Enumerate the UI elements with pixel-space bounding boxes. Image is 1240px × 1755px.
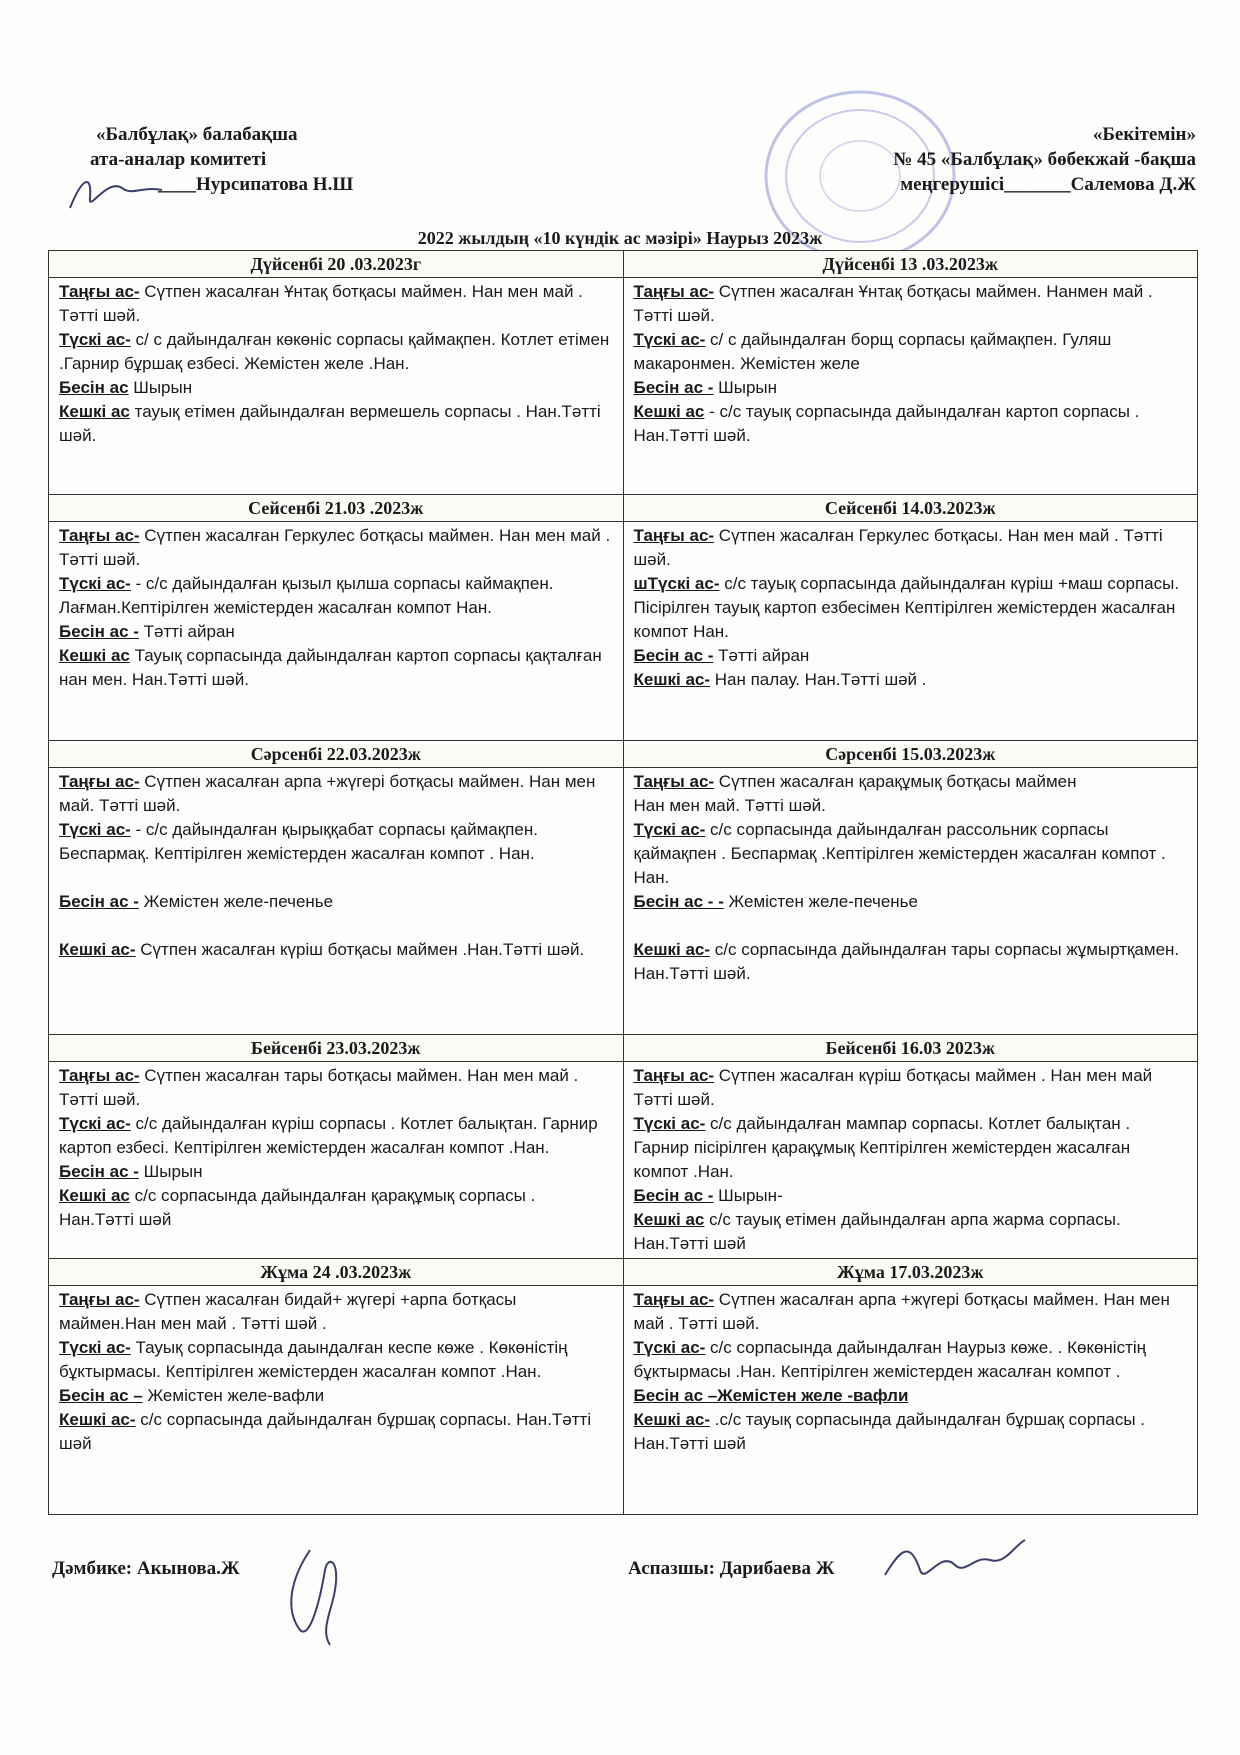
meal-entry xyxy=(59,1064,613,1112)
meal-text: с/с сорпасында дайындалған рассольник сорпасы қаймақпен . Беспармақ .Кептірілген жемістерден жасалған компот . Нан. xyxy=(633,820,1166,887)
meal-label: Кешкі ас- xyxy=(633,1410,711,1429)
meal-label: Бесін ас –Жемістен желе -вафли xyxy=(633,1386,909,1405)
meal-text: Сүтпен жасалған бидай+ жүгері +арпа ботқасы маймен.Нан мен май . Тәтті шәй . xyxy=(59,1290,517,1333)
meal-label: шТүскі ас- xyxy=(633,574,720,593)
meal-entry xyxy=(59,914,613,938)
day-menu-cell xyxy=(623,1062,1198,1259)
day-header: Сейсенбі 14.03.2023ж xyxy=(623,495,1198,522)
meal-text: Тауық сорпасында даындалған кеспе көже . Көкөністің бұктырмасы. Кептірілген жемістерден жасалған компот .Нан. xyxy=(59,1338,568,1381)
meal-label: Кешкі ас xyxy=(59,402,130,421)
meal-entry xyxy=(634,818,1188,890)
meal-entry xyxy=(59,770,613,818)
meal-text: - с/с дайындалған қырыққабат сорпасы қаймақпен. Беспармақ. Кептірілген жемістерден жасалған компот . Нан. xyxy=(59,820,538,863)
meal-entry xyxy=(59,818,613,866)
meal-entry xyxy=(59,620,613,644)
meal-text: Жемістен желе-печенье xyxy=(138,892,334,911)
meal-label: Таңғы ас- xyxy=(59,772,140,791)
meal-entry xyxy=(634,1336,1188,1384)
day-header: Сәрсенбі 22.03.2023ж xyxy=(49,741,624,768)
meal-text: Сүтпен жасалған қарақұмық ботқасы маймен xyxy=(714,772,1077,791)
day-header-row xyxy=(49,1259,1198,1286)
meal-label: Түскі ас- xyxy=(59,330,131,349)
meal-text: Сүтпен жасалған күріш ботқасы маймен . Нан мен май Тәтті шәй. xyxy=(633,1066,1153,1109)
meal-text: Шырын xyxy=(138,1162,203,1181)
day-menu-cell xyxy=(49,278,624,495)
meal-text: тауық етімен дайындалған вермешель сорпасы . Нан.Тәтті шәй. xyxy=(59,402,601,445)
meal-entry xyxy=(59,376,613,400)
meal-entry xyxy=(634,280,1188,328)
meal-entry xyxy=(634,572,1188,644)
meal-label: Бесін ас - xyxy=(633,646,714,665)
day-menu-row xyxy=(49,522,1198,741)
meal-label: Бесін ас - - xyxy=(633,892,724,911)
day-menu-row xyxy=(49,278,1198,495)
meal-entry xyxy=(634,1408,1188,1456)
meal-entry xyxy=(59,1160,613,1184)
meal-text: с/с сорпасында дайындалған Наурыз көже. . Көкөністің бұктырмасы .Нан. Кептірілген жемістерден жасалған компот . xyxy=(633,1338,1147,1381)
meal-text: Нан палау. Нан.Тәтті шәй . xyxy=(710,670,927,689)
meal-entry xyxy=(634,644,1188,668)
meal-text: Жемістен желе-печенье xyxy=(723,892,918,911)
meal-text: Шырын- xyxy=(713,1186,783,1205)
meal-entry xyxy=(634,794,1188,818)
meal-entry xyxy=(634,770,1188,794)
meal-entry xyxy=(59,890,613,914)
day-menu-cell xyxy=(49,522,624,741)
meal-label: Түскі ас- xyxy=(633,1114,706,1133)
meal-text: Нан мен май. Тәтті шәй. xyxy=(633,796,826,815)
meal-entry xyxy=(59,866,613,890)
meal-label: Кешкі ас- xyxy=(633,940,711,959)
meal-label: Таңғы ас- xyxy=(59,526,140,545)
meal-entry xyxy=(59,1288,613,1336)
meal-text: - с/с дайындалған қызыл қылша сорпасы каймақпен. Лағман.Кептірілген жемістерден жасалған компот Нан. xyxy=(59,574,554,617)
meal-label: Таңғы ас- xyxy=(59,282,140,301)
day-header: Жұма 17.03.2023ж xyxy=(623,1259,1198,1286)
menu-table xyxy=(48,250,1198,1515)
meal-entry xyxy=(59,280,613,328)
meal-text: Сүтпен жасалған тары ботқасы маймен. Нан мен май . Тәтті шәй. xyxy=(59,1066,579,1109)
meal-label: Бесін ас - xyxy=(59,1162,139,1181)
kindergarten-name: «Балбұлақ» балабақша xyxy=(96,124,298,145)
meal-entry xyxy=(634,1208,1188,1256)
meal-label: Түскі ас- xyxy=(59,1114,131,1133)
meal-text: с/с сорпасында дайындалған қарақұмық сорпасы . Нан.Тәтті шәй xyxy=(59,1186,536,1229)
meal-text: с/с тауық етімен дайындалған арпа жарма сорпасы. Нан.Тәтті шәй xyxy=(633,1210,1121,1253)
day-header: Сейсенбі 21.03 .2023ж xyxy=(49,495,624,522)
day-menu-cell xyxy=(623,522,1198,741)
meal-label: Кешкі ас xyxy=(59,1186,130,1205)
meal-entry xyxy=(634,400,1188,448)
meal-text: .с/с тауық сорпасында дайындалған бұршақ сорпасы . Нан.Тәтті шәй xyxy=(633,1410,1146,1453)
meal-text: Сүтпен жасалған арпа +жүгері ботқасы маймен. Нан мен май. Тәтті шәй. xyxy=(59,772,596,815)
meal-text: Сүтпен жасалған Ұнтақ ботқасы маймен. Нан мен май . Тәтті шәй. xyxy=(59,282,583,325)
meal-entry xyxy=(634,1064,1188,1112)
meal-entry xyxy=(59,644,613,692)
day-menu-cell xyxy=(623,278,1198,495)
meal-text: с/с сорпасында дайындалған тары сорпасы жұмыртқамен. Нан.Тәтті шәй. xyxy=(633,940,1180,983)
meal-entry xyxy=(634,328,1188,376)
parents-committee-label: ата-аналар комитеті xyxy=(90,149,267,170)
cook-label: Аспазшы: Дарибаева Ж xyxy=(628,1558,835,1579)
meal-label: Таңғы ас- xyxy=(633,772,715,791)
day-menu-row xyxy=(49,1286,1198,1515)
meal-entry xyxy=(59,400,613,448)
meal-text: Шырын xyxy=(128,378,193,397)
meal-entry xyxy=(634,890,1188,914)
header-right-approval xyxy=(893,122,1196,197)
meal-entry xyxy=(59,1112,613,1160)
day-header-row xyxy=(49,495,1198,522)
meal-text: Сүтпен жасалған Геркулес ботқасы маймен. Нан мен май . Тәтті шәй. xyxy=(59,526,611,569)
meal-label: Таңғы ас- xyxy=(633,526,715,545)
meal-label: Түскі ас- xyxy=(59,820,131,839)
meal-entry xyxy=(634,1184,1188,1208)
meal-label: Таңғы ас- xyxy=(59,1066,140,1085)
day-menu-cell xyxy=(623,1286,1198,1515)
meal-text: Сүтпен жасалған Ұнтақ ботқасы маймен. Нанмен май . Тәтті шәй. xyxy=(633,282,1153,325)
day-header: Жұма 24 .03.2023ж xyxy=(49,1259,624,1286)
meal-entry xyxy=(59,524,613,572)
head-signature-line: меңгерушісі_______Салемова Д.Ж xyxy=(900,174,1196,195)
meal-label: Таңғы ас- xyxy=(633,282,715,301)
meal-label: Түскі ас- xyxy=(633,330,706,349)
meal-label: Таңғы ас- xyxy=(633,1290,715,1309)
day-menu-cell xyxy=(49,768,624,1035)
meal-text: - с/с тауық сорпасында дайындалған картоп сорпасы . Нан.Тәтті шәй. xyxy=(633,402,1140,445)
meal-text: Тауық сорпасында дайындалған картоп сорпасы қақталған нан мен. Нан.Тәтті шәй. xyxy=(59,646,602,689)
meal-text: Тәтті айран xyxy=(138,622,235,641)
meal-entry xyxy=(59,938,613,962)
meal-text: Шырын xyxy=(713,378,778,397)
meal-entry xyxy=(59,1384,613,1408)
nurse-label: Дәмбике: Акынова.Ж xyxy=(52,1558,240,1579)
meal-entry xyxy=(59,1408,613,1456)
meal-entry xyxy=(634,1288,1188,1336)
meal-label: Бесін ас - xyxy=(633,378,714,397)
approval-label: «Бекітемін» xyxy=(1092,124,1196,145)
meal-label: Түскі ас- xyxy=(633,820,706,839)
meal-label: Бесін ас - xyxy=(59,892,139,911)
meal-label: Кешкі ас xyxy=(633,1210,705,1229)
cook-signature-icon xyxy=(880,1530,1030,1590)
meal-entry xyxy=(59,1184,613,1232)
meal-text: Сүтпен жасалған арпа +жүгері ботқасы маймен. Нан мен май . Тәтті шәй. xyxy=(633,1290,1170,1333)
meal-entry xyxy=(59,1336,613,1384)
meal-text: с/с дайындалған күріш сорпасы . Котлет балықтан. Гарнир картоп езбесі. Кептірілген жемістерден жасалған компот .Нан. xyxy=(59,1114,598,1157)
day-menu-row xyxy=(49,768,1198,1035)
meal-label: Кешкі ас- xyxy=(59,1410,136,1429)
nurse-signature-icon xyxy=(280,1540,370,1650)
day-header: Дүйсенбі 20 .03.2023г xyxy=(49,251,624,278)
meal-text: с/с дайындалған мампар сорпасы. Котлет балықтан . Гарнир пісірілген қарақұмық Кептірілген жемістерден жасалған компот .Нан. xyxy=(633,1114,1131,1181)
meal-entry xyxy=(634,376,1188,400)
day-header: Бейсенбі 16.03 2023ж xyxy=(623,1035,1198,1062)
day-menu-cell xyxy=(49,1286,624,1515)
meal-entry xyxy=(634,668,1188,692)
day-menu-row xyxy=(49,1062,1198,1259)
meal-label: Бесін ас xyxy=(59,378,129,397)
meal-entry xyxy=(634,914,1188,938)
meal-label: Бесін ас - xyxy=(59,622,139,641)
meal-text: с/с сорпасында дайындалған бұршақ сорпасы. Нан.Тәтті шәй xyxy=(59,1410,592,1453)
committee-signature-icon xyxy=(62,168,172,218)
meal-label: Бесін ас – xyxy=(59,1386,143,1405)
day-menu-cell xyxy=(49,1062,624,1259)
meal-label: Кешкі ас xyxy=(59,646,130,665)
meal-entry xyxy=(634,1384,1188,1408)
day-header: Бейсенбі 23.03.2023ж xyxy=(49,1035,624,1062)
day-header: Дүйсенбі 13 .03.2023ж xyxy=(623,251,1198,278)
meal-label: Түскі ас- xyxy=(633,1338,706,1357)
meal-text: Жемістен желе-вафли xyxy=(142,1386,325,1405)
day-menu-cell xyxy=(623,768,1198,1035)
document-title: 2022 жылдың «10 күндік ас мәзірі» Наурыз 2023ж xyxy=(417,228,823,248)
meal-text: Сүтпен жасалған Геркулес ботқасы. Нан мен май . Тәтті шәй. xyxy=(633,526,1163,569)
meal-label: Кешкі ас xyxy=(633,402,705,421)
meal-label: Кешкі ас- xyxy=(633,670,711,689)
meal-label: Түскі ас- xyxy=(59,574,131,593)
meal-entry xyxy=(59,572,613,620)
day-header-row xyxy=(49,741,1198,768)
meal-label: Түскі ас- xyxy=(59,1338,131,1357)
meal-label: Таңғы ас- xyxy=(59,1290,140,1309)
meal-entry xyxy=(634,938,1188,986)
committee-chair-name: ____Нурсипатова Н.Ш xyxy=(158,174,354,195)
meal-label: Таңғы ас- xyxy=(633,1066,715,1085)
meal-text: с/ с дайындалған борщ сорпасы қаймақпен. Гуляш макаронмен. Жемістен желе xyxy=(633,330,1112,373)
day-header-row xyxy=(49,251,1198,278)
meal-entry xyxy=(634,524,1188,572)
institution-name: № 45 «Балбұлақ» бөбекжай -бақша xyxy=(893,149,1196,170)
day-header-row xyxy=(49,1035,1198,1062)
meal-label: Бесін ас - xyxy=(633,1186,714,1205)
meal-text: с/с тауық сорпасында дайындалған күріш +маш сорпасы. Пісірілген тауық картоп езбесімен Кептірілген жемістерден жасалған компот Нан. xyxy=(633,574,1180,641)
meal-text: Тәтті айран xyxy=(713,646,810,665)
meal-entry xyxy=(634,1112,1188,1184)
meal-label: Кешкі ас- xyxy=(59,940,136,959)
meal-text: с/ с дайындалған көкөніс сорпасы қаймақпен. Котлет етімен .Гарнир бұршақ езбесі. Жемістен желе .Нан. xyxy=(59,330,610,373)
meal-text: Сүтпен жасалған күріш ботқасы маймен .Нан.Тәтті шәй. xyxy=(135,940,585,959)
day-header: Сәрсенбі 15.03.2023ж xyxy=(623,741,1198,768)
meal-entry xyxy=(59,328,613,376)
